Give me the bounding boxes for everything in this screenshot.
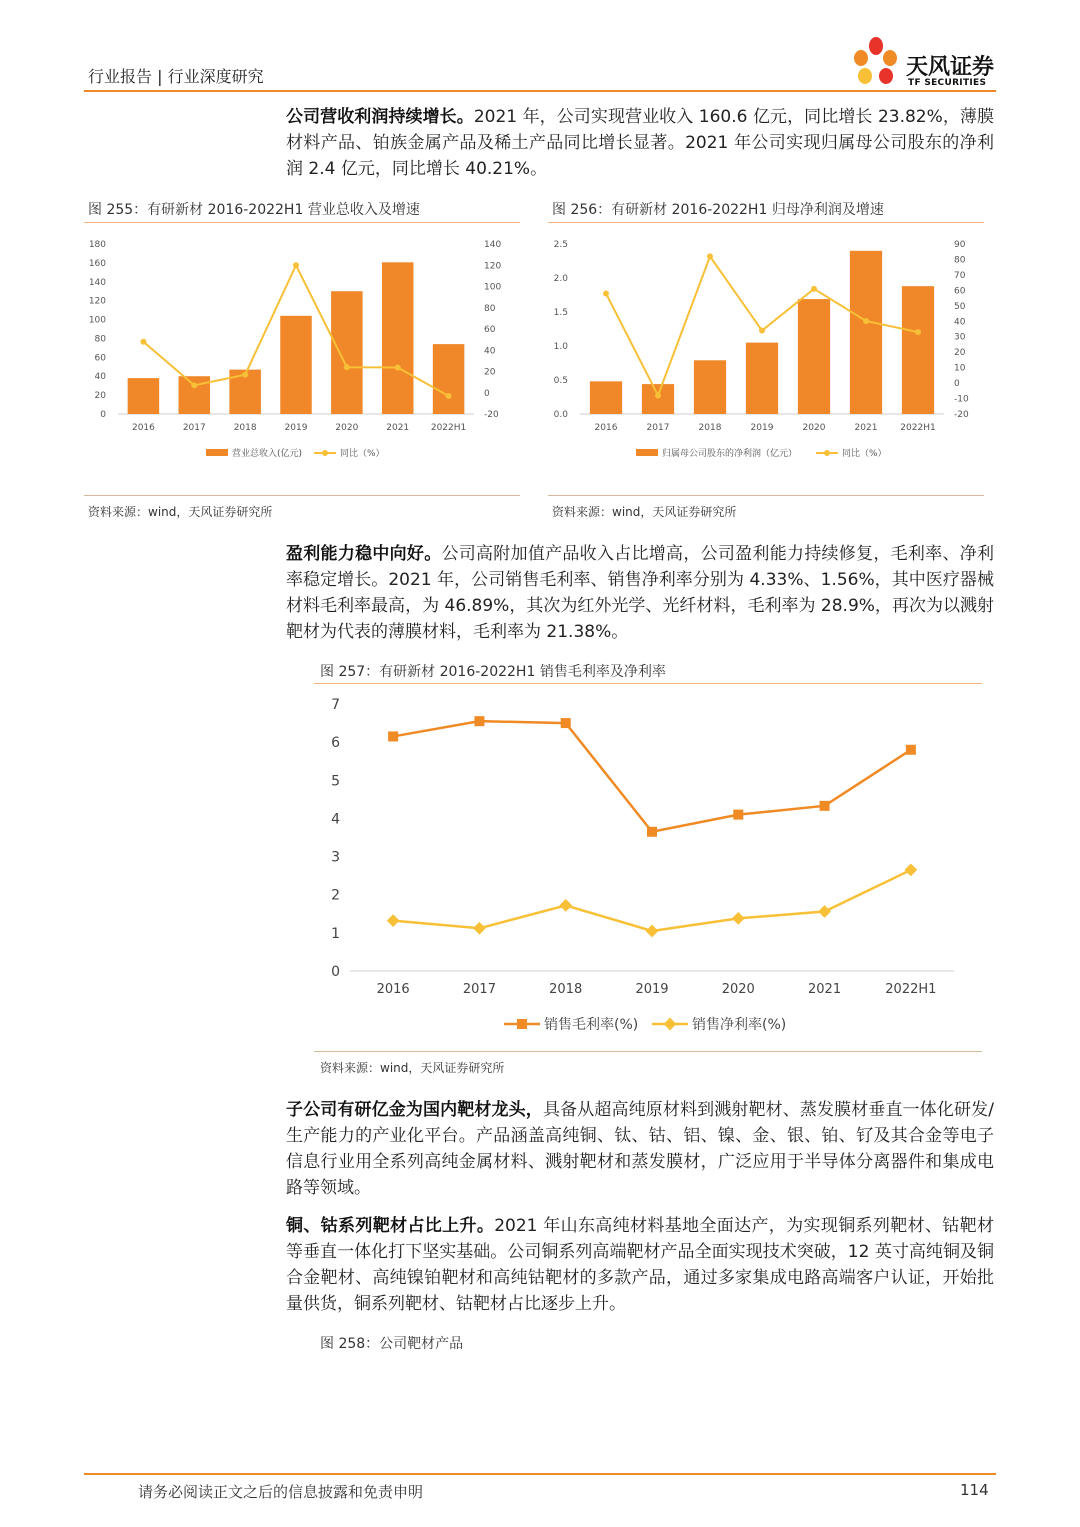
- paragraph-body: 2021 年，公司实现营业收入 160.6 亿元，同比增长 23.82%，薄膜材料产品、铂族金属产品及稀土产品同比增长显著。2021 年公司实现归属母公司股东的净利润 2.4 亿元，同比增长 40.21%。: [286, 107, 994, 179]
- y-tick-label: 2.0: [553, 274, 568, 284]
- figure-label: 图 256：: [552, 202, 612, 218]
- legend-label: 营业总收入(亿元): [232, 449, 303, 459]
- line-point: [344, 364, 350, 370]
- net-profit-chart: [548, 226, 984, 494]
- legend-marker: [517, 1019, 527, 1029]
- y2-tick-label: 120: [484, 261, 502, 272]
- revenue-chart: [84, 226, 520, 494]
- bar: [746, 343, 778, 414]
- y2-tick-label: 40: [954, 317, 966, 328]
- square-marker: [647, 827, 657, 837]
- line-point: [395, 364, 401, 370]
- diamond-marker: [904, 864, 917, 877]
- figure-rule: [84, 495, 520, 496]
- paragraph-subsidiary: [286, 1097, 994, 1201]
- margin-chart: [314, 686, 982, 1050]
- y-tick-label: 100: [88, 315, 106, 326]
- y2-tick-label: 80: [484, 303, 496, 314]
- page-number: 114: [960, 1481, 989, 1499]
- series-line: [393, 870, 911, 931]
- x-tick-label: 2016: [376, 982, 410, 997]
- x-tick-label: 2021: [386, 423, 410, 433]
- line-point: [140, 339, 146, 345]
- header-rule: [84, 90, 996, 92]
- y2-tick-label: 70: [954, 270, 966, 281]
- figure-title-text: 有研新材 2016-2022H1 销售毛利率及净利率: [379, 664, 666, 680]
- y2-tick-label: 60: [484, 325, 496, 335]
- paragraph-body: 2021 年山东高纯材料基地全面达产，为实现铜系列靶材、钴靶材等垂直一体化打下坚实基础。公司铜系列高端靶材产品全面实现技术突破，12 英寸高纯铜及铜合金靶材、高纯镍铂靶材和高纯钴靶材的多款产品，通过多家集成电路高端客户认证，开始批量供货，铜系列靶材、钴靶材占比逐步上升。: [286, 1216, 995, 1314]
- legend-label: 归属母公司股东的净利润（亿元）: [662, 449, 798, 459]
- x-tick-label: 2019: [750, 423, 774, 433]
- y2-tick-label: 20: [484, 367, 496, 378]
- bar: [798, 299, 830, 414]
- x-tick-label: 2016: [594, 423, 618, 433]
- line-point: [707, 253, 713, 259]
- flower-logo-icon: [848, 36, 904, 90]
- square-marker: [733, 810, 743, 820]
- x-tick-label: 2017: [182, 423, 206, 433]
- line-point: [293, 262, 299, 268]
- y-tick-label: 160: [88, 258, 106, 269]
- line-point: [603, 290, 609, 296]
- square-marker: [388, 731, 398, 741]
- figure-label: 图 255：: [88, 202, 148, 218]
- figure-title-256: [552, 199, 884, 219]
- figure-label: 图 258：: [320, 1336, 380, 1352]
- square-marker: [820, 801, 830, 811]
- x-tick-label: 2019: [635, 982, 669, 997]
- figure-title-text: 有研新材 2016-2022H1 营业总收入及增速: [147, 202, 420, 218]
- line-point: [915, 329, 921, 335]
- y-tick-label: 7: [331, 697, 340, 713]
- series-line: [393, 721, 911, 832]
- y-tick-label: 80: [94, 334, 106, 345]
- figure-source: 资料来源：wind，天风证券研究所: [552, 505, 737, 519]
- legend-label: 同比（%）: [340, 449, 385, 459]
- figure-rule: [548, 495, 984, 496]
- y2-tick-label: 140: [484, 240, 502, 250]
- x-tick-label: 2018: [549, 982, 583, 997]
- x-tick-label: 2017: [646, 423, 670, 433]
- paragraph-revenue: [286, 104, 994, 182]
- legend-label: 销售净利率(%): [692, 1017, 787, 1033]
- y-tick-label: 20: [94, 391, 106, 402]
- y-tick-label: 1.5: [553, 308, 568, 318]
- y-tick-label: 0.5: [553, 376, 568, 386]
- paragraph-profitability: [286, 541, 994, 645]
- legend-marker: [322, 450, 328, 456]
- paragraph-heading: 盈利能力稳中向好。: [286, 544, 442, 564]
- legend-marker: [664, 1018, 677, 1031]
- paragraph-heading: 铜、钴系列靶材占比上升。: [286, 1216, 495, 1236]
- square-marker: [906, 745, 916, 755]
- x-tick-label: 2016: [131, 423, 155, 433]
- line-point: [759, 328, 765, 334]
- diamond-marker: [732, 912, 745, 925]
- figure-rule: [548, 222, 984, 223]
- x-tick-label: 2022H1: [900, 423, 936, 433]
- bar: [694, 360, 726, 414]
- legend-label: 同比（%）: [842, 449, 887, 459]
- y-tick-label: 2: [331, 887, 340, 904]
- y2-tick-label: 20: [954, 348, 966, 359]
- line-point: [242, 372, 248, 378]
- breadcrumb: 行业报告 | 行业深度研究: [88, 67, 264, 86]
- footer-disclaimer: 请务必阅读正文之后的信息披露和免责申明: [138, 1483, 424, 1501]
- bar: [642, 384, 674, 414]
- paragraph-body: 具备从超高纯原材料到溅射靶材、蒸发膜材垂直一体化研发/生产能力的产业化平台。产品涵盖高纯铜、钛、钴、铝、镍、金、银、铂、钌及其合金等电子信息行业用全系列高纯金属材料、溅射靶材和蒸发膜材，广泛应用于半导体分离器件和集成电路等领域。: [286, 1100, 995, 1198]
- y-tick-label: 2.5: [553, 240, 568, 250]
- diamond-marker: [559, 899, 572, 912]
- y-tick-label: 60: [94, 353, 106, 364]
- bar: [590, 381, 622, 414]
- y2-tick-label: 50: [954, 301, 966, 312]
- square-marker: [561, 718, 571, 728]
- bar: [850, 251, 882, 414]
- y-tick-label: 0.0: [553, 410, 568, 420]
- bar: [902, 286, 934, 414]
- x-tick-label: 2020: [802, 423, 826, 433]
- y-tick-label: 120: [88, 296, 106, 307]
- y-tick-label: 1: [331, 925, 340, 942]
- legend-swatch-bar: [206, 449, 228, 456]
- figure-title-text: 公司靶材产品: [379, 1336, 464, 1352]
- bar: [331, 291, 363, 414]
- line-point: [655, 392, 661, 398]
- x-tick-label: 2021: [808, 982, 842, 997]
- figure-rule: [314, 683, 982, 684]
- square-marker: [474, 716, 484, 726]
- diamond-marker: [473, 922, 486, 935]
- figure-rule: [314, 1051, 982, 1052]
- paragraph-targets: [286, 1213, 994, 1317]
- y-tick-label: 6: [331, 735, 340, 752]
- y-tick-label: 4: [331, 811, 340, 828]
- y2-tick-label: -20: [484, 410, 499, 420]
- paragraph-heading: 子公司有研亿金为国内靶材龙头，: [286, 1100, 543, 1120]
- y-tick-label: 40: [94, 372, 106, 383]
- bar: [128, 378, 160, 414]
- y2-tick-label: 10: [954, 363, 966, 374]
- figure-rule: [84, 222, 520, 223]
- x-tick-label: 2018: [698, 423, 722, 433]
- y2-tick-label: 90: [954, 240, 966, 250]
- y2-tick-label: 60: [954, 286, 966, 297]
- line-point: [446, 393, 452, 399]
- bar: [433, 344, 465, 414]
- y-tick-label: 0: [100, 410, 106, 420]
- bar: [179, 376, 211, 414]
- brand-logo: [848, 36, 998, 90]
- y-tick-label: 5: [331, 773, 340, 790]
- y-tick-label: 140: [88, 277, 106, 288]
- figure-title-text: 有研新材 2016-2022H1 归母净利润及增速: [611, 202, 884, 218]
- y-tick-label: 180: [88, 240, 106, 250]
- y2-tick-label: 30: [954, 332, 966, 343]
- figure-label: 图 257：: [320, 664, 380, 680]
- x-tick-label: 2021: [854, 423, 878, 433]
- figure-title-257: [320, 661, 666, 681]
- x-tick-label: 2020: [721, 982, 755, 997]
- x-tick-label: 2018: [233, 423, 257, 433]
- y2-tick-label: 100: [484, 282, 502, 293]
- y2-tick-label: 80: [954, 255, 966, 266]
- legend-marker: [824, 450, 830, 456]
- diamond-marker: [646, 925, 659, 938]
- footer-rule: [84, 1473, 996, 1475]
- paragraph-body: 公司高附加值产品收入占比增高，公司盈利能力持续修复，毛利率、净利率稳定增长。2021 年，公司销售毛利率、销售净利率分别为 4.33%、1.56%，其中医疗器械材料毛利率最高，为 46.89%，其次为红外光学、光纤材料，毛利率为 28.9%，再次为以溅射靶材为代表的薄膜材料，毛利率为 21.38%。: [286, 544, 995, 642]
- y2-tick-label: -20: [954, 410, 969, 420]
- figure-title-255: [88, 199, 420, 219]
- y-tick-label: 3: [331, 849, 340, 866]
- x-tick-label: 2019: [284, 423, 308, 433]
- diamond-marker: [818, 905, 831, 918]
- diamond-marker: [387, 914, 400, 927]
- line-point: [191, 382, 197, 388]
- figure-source: 资料来源：wind，天风证券研究所: [320, 1061, 505, 1075]
- figure-title-258: [320, 1333, 463, 1353]
- y2-tick-label: -10: [954, 394, 969, 405]
- x-tick-label: 2017: [462, 982, 496, 997]
- legend-label: 销售毛利率(%): [544, 1017, 639, 1033]
- y2-tick-label: 0: [954, 379, 960, 390]
- x-tick-label: 2022H1: [430, 423, 467, 433]
- legend-swatch-bar: [636, 449, 658, 456]
- figure-source: 资料来源：wind，天风证券研究所: [88, 505, 273, 519]
- y2-tick-label: 40: [484, 346, 496, 357]
- y2-tick-label: 0: [484, 388, 490, 399]
- y-tick-label: 0: [331, 964, 340, 980]
- logo-text-en: TF SECURITIES: [908, 78, 987, 88]
- logo-text-cn: 天风证券: [906, 55, 995, 80]
- line-point: [811, 286, 817, 292]
- y-tick-label: 1.0: [553, 342, 568, 352]
- bar: [280, 316, 312, 414]
- bar: [382, 262, 414, 414]
- x-tick-label: 2022H1: [885, 982, 937, 997]
- paragraph-heading: 公司营收利润持续增长。: [286, 107, 474, 127]
- line-point: [863, 318, 869, 324]
- x-tick-label: 2020: [335, 423, 359, 433]
